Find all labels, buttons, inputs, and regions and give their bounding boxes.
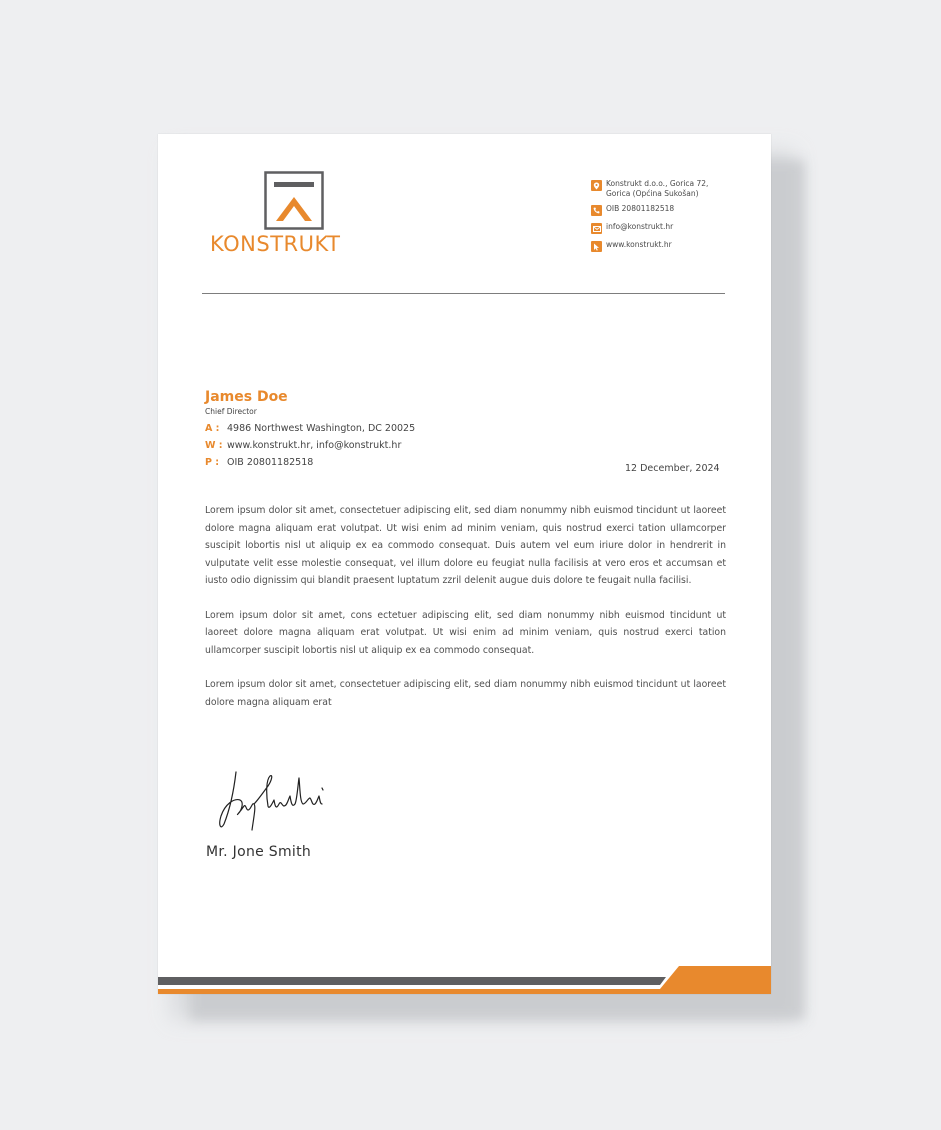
signer-name: Mr. Jone Smith (206, 844, 312, 860)
contact-address-line1: Konstrukt d.o.o., Gorica 72, (606, 179, 709, 188)
contact-address-line2: Gorica (Općina Sukošan) (606, 188, 699, 198)
body-paragraph-1: Lorem ipsum dolor sit amet, consectetuer adipiscing elit, sed diam nonummy nibh euismod tincidunt ut laoreet dolore magna aliquam erat volutpat. Ut wisi enim ad minim veniam, quis nostrud exerci tation ullamcorper suscipit lobortis nisl ut aliquip ex ea commodo consequat. Duis autem vel eum iriure dolor in hendrerit in vulputate velit esse molestie consequat, vel illum dolore eu feugiat nulla facilisis at vero eros et accumsan et iusto odio dignissim qui blandit praesent luptatum zzril delenit augue duis dolore te feugait nulla facilisi. (205, 505, 726, 586)
contact-website (591, 240, 751, 252)
web-key: W : (205, 440, 223, 451)
contact-address (591, 179, 751, 198)
body-paragraph-2: Lorem ipsum dolor sit amet, cons ectetuer adipiscing elit, sed diam nonummy nibh euismod tincidunt ut laoreet dolore magna aliquam erat volutpat. Ut wisi enim ad minim veniam, quis nostrud exerci tation ullamcorper suscipit lobortis nisl ut aliquip ex ea commodo consequat. (205, 609, 726, 656)
recipient-web-row (205, 437, 415, 454)
contact-oib (591, 204, 751, 216)
body-paragraph-3: Lorem ipsum dolor sit amet, consectetuer adipiscing elit, sed diam nonummy nibh euismod tincidunt ut laoreet dolore magna aliquam erat (205, 679, 726, 708)
footer-stripes (158, 964, 771, 994)
recipient-phone: OIB 20801182518 (227, 457, 314, 468)
contact-website-text[interactable]: www.konstrukt.hr (606, 240, 672, 249)
letterhead-page (158, 134, 771, 994)
recipient-phone-row (205, 454, 415, 471)
company-logo (210, 171, 380, 261)
recipient-web: www.konstrukt.hr, info@konstrukt.hr (227, 440, 402, 451)
contact-email-text[interactable]: info@konstrukt.hr (606, 222, 674, 231)
contact-email (591, 222, 751, 234)
address-key: A : (205, 423, 220, 434)
logo-wordmark: KONSTRUKT (210, 232, 341, 256)
email-icon (591, 223, 602, 234)
handwritten-signature (216, 764, 336, 836)
company-contact (591, 179, 751, 258)
contact-oib-text: OIB 20801182518 (606, 204, 675, 213)
recipient-name: James Doe (205, 389, 288, 405)
recipient-address-row (205, 420, 415, 437)
recipient-title: Chief Director (205, 407, 257, 416)
location-pin-icon (591, 180, 602, 191)
phone-icon (591, 205, 602, 216)
phone-key: P : (205, 457, 220, 468)
letter-date: 12 December, 2024 (625, 463, 720, 474)
recipient-address: 4986 Northwest Washington, DC 20025 (227, 423, 416, 434)
header-divider (202, 293, 725, 294)
letter-body (205, 502, 726, 728)
recipient-block (205, 388, 415, 471)
cursor-icon (591, 241, 602, 252)
logo-mark-icon (264, 171, 324, 231)
